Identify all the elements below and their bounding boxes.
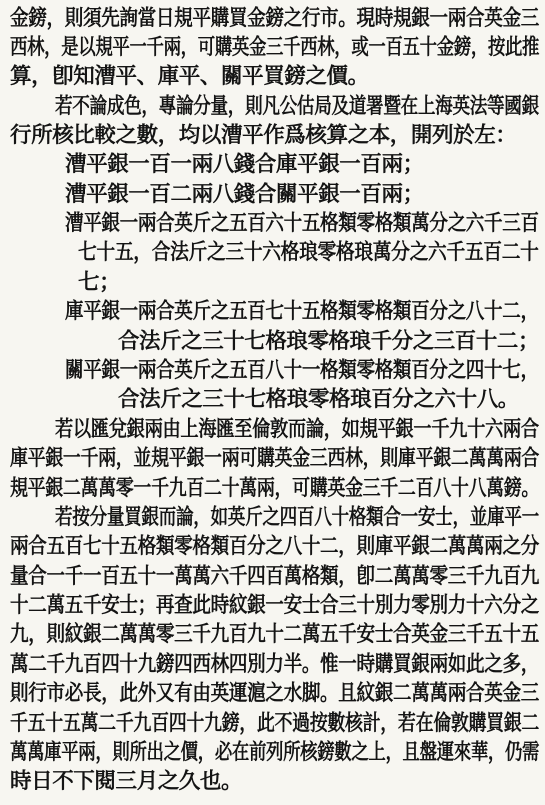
text-line: 西林，是以規平一千兩，可購英金三千西林，或一百五十金鎊，按此推 xyxy=(10,35,540,60)
text-line: 若不論成色，專論分量，則凡公估局及道署暨在上海英法等國銀 xyxy=(55,94,539,119)
text-line: 九，則紋銀二萬萬零三千九百九十二萬五千安士合英金三千五十五 xyxy=(10,622,539,647)
text-line: 規平銀二萬萬零一千九百二十萬兩，可購英金三千二百八十八萬鎊。 xyxy=(10,476,540,501)
text-line: 漕平銀一百二兩八錢合關平銀一百兩； xyxy=(65,182,424,207)
text-line: 關平銀一兩合英斤之五百八十一格類零格類百分之四十七， xyxy=(65,358,539,383)
text-line: 漕平銀一兩合英斤之五百六十五格類零格類萬分之六千三百 xyxy=(65,211,539,236)
text-line: 行所核比較之數，均以漕平作爲核算之本，開列於左： xyxy=(10,123,517,148)
text-line: 算，卽知漕平、庫平、關平買鎊之價。 xyxy=(10,64,369,89)
text-line: 合法斤之三十七格琅零格琅千分之三百十二； xyxy=(118,329,540,354)
text-line: 庫平銀一兩合英斤之五百七十五格類零格類百分之八十二， xyxy=(65,299,539,324)
text-line: 千五十五萬二千九百四十九鎊，此不過按數核計，若在倫敦購買銀二 xyxy=(10,711,540,736)
text-line: 漕平銀一百一兩八錢合庫平銀一百兩； xyxy=(65,152,424,177)
text-line: 十二萬五千安士；再查此時紋銀一安士合三十別力零別力十六分之 xyxy=(10,593,539,618)
text-line: 庫平銀一千兩，並規平銀一兩可購英金三西林，則庫平銀二萬萬兩合 xyxy=(10,446,540,471)
text-line: 七十五，合法斤之三十六格琅零格琅萬分之六千五百二十 xyxy=(78,240,539,265)
text-line: 金鎊，則須先詢當日規平購買金鎊之行市。現時規銀一兩合英金三 xyxy=(10,6,539,31)
text-line: 萬二千九百四十九鎊四西林四別力半。惟一時購買銀兩如此之多， xyxy=(10,652,539,677)
text-line: 萬萬庫平兩，則所出之價，必在前列所核鎊數之上，且盤運來華，仍需 xyxy=(10,740,540,765)
text-line: 若以匯兌銀兩由上海匯至倫敦而論，如規平銀一千九十六兩合 xyxy=(55,417,539,442)
text-line: 時日不下閱三月之久也。 xyxy=(10,769,243,794)
text-line: 七； xyxy=(78,270,121,295)
text-line: 量合一千一百五十一萬萬六千四百萬格類，卽二萬萬零三千九百九 xyxy=(10,564,539,589)
text-line: 若按分量買銀而論，如英斤之四百八十格類合一安士，並庫平一 xyxy=(55,505,539,530)
text-line: 則行市必長，此外又有由英運滬之水脚。且紋銀二萬萬兩合英金三 xyxy=(10,681,539,706)
text-line: 合法斤之三十七格琅零格琅百分之六十八。 xyxy=(118,387,519,412)
text-line: 兩合五百七十五格類零格類百分之八十二，則庫平銀二萬萬兩之分 xyxy=(10,534,539,559)
